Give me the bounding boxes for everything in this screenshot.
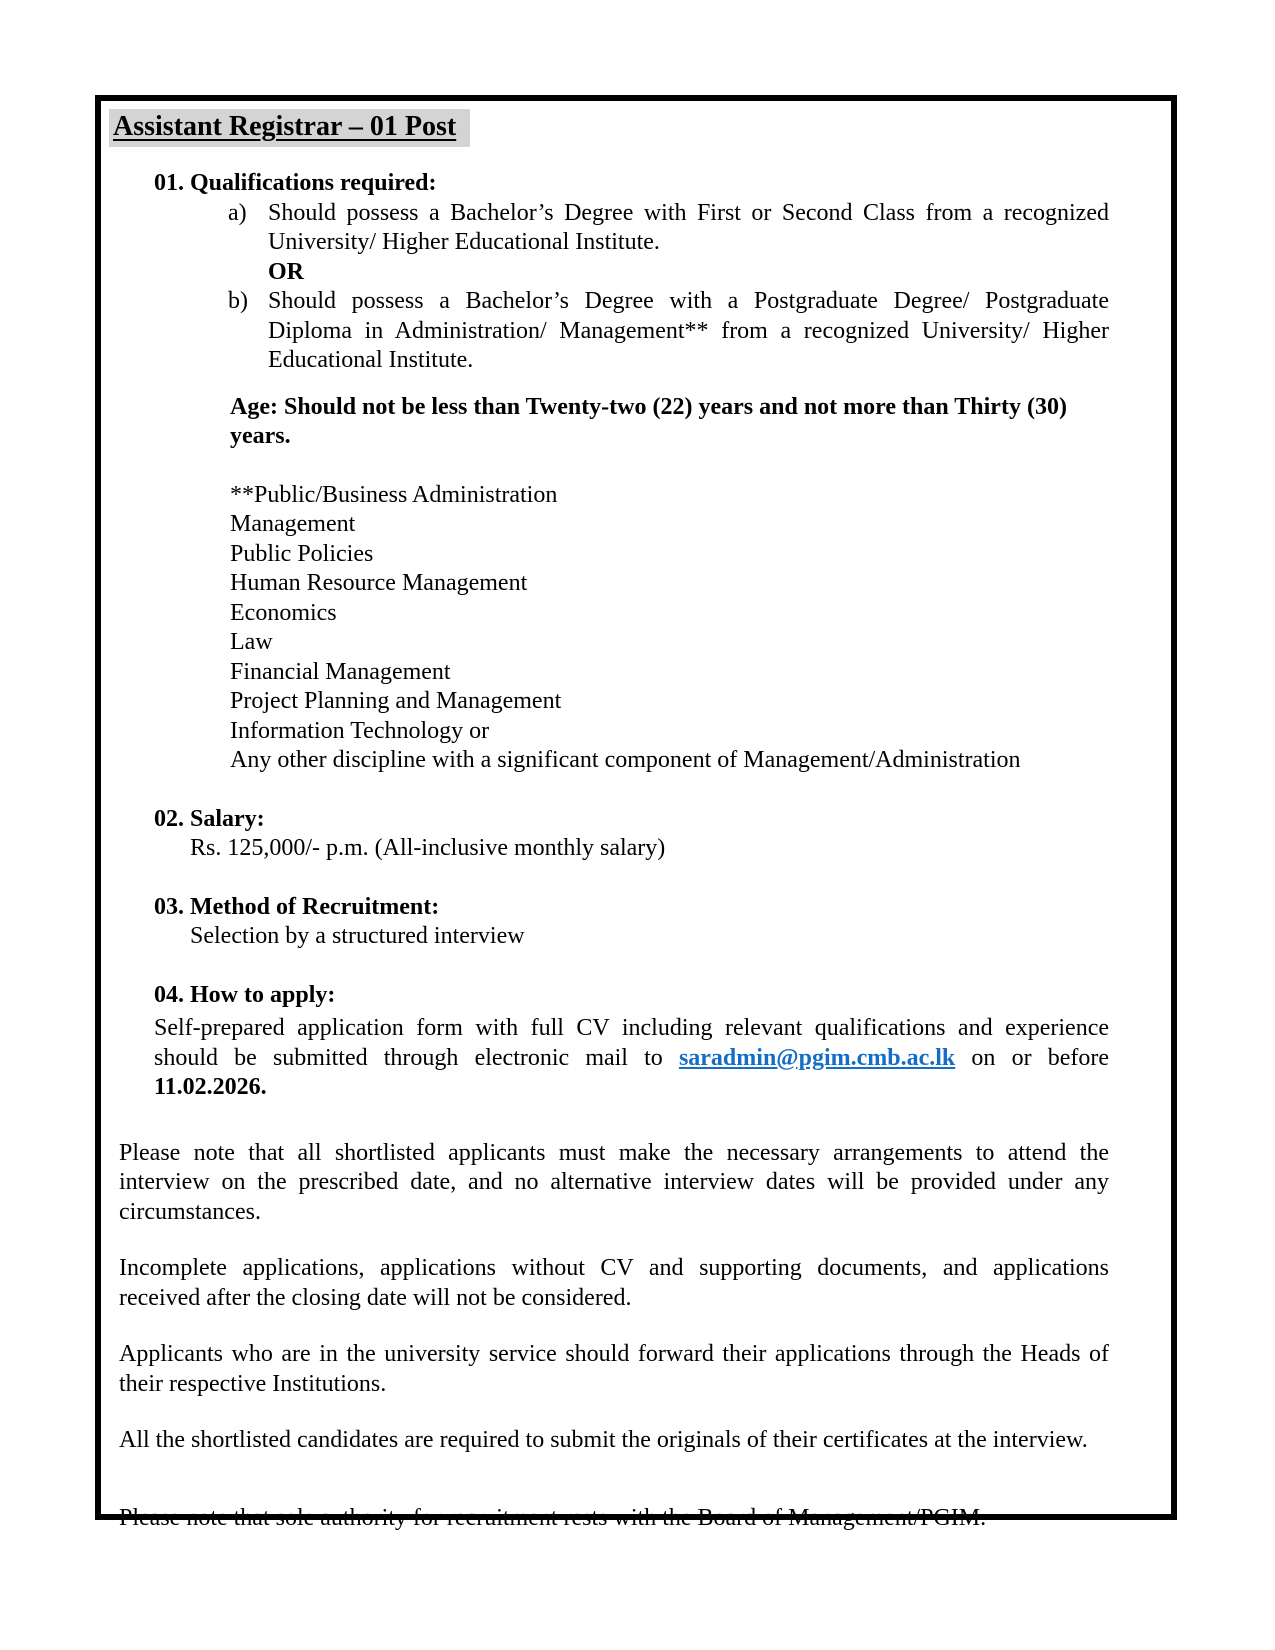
discipline-item: Human Resource Management [230,570,528,596]
apply-number: 04. [154,981,184,1008]
salary-title: Salary: [190,805,265,832]
qualification-item-b [154,287,1109,376]
apply-title: How to apply: [190,981,336,1008]
notes-block [119,1139,1109,1534]
discipline-item: Financial Management [230,658,451,685]
discipline-item: Law [230,629,273,655]
apply-text-after-email: on or before [955,1044,1109,1071]
note-original-certificates: All the shortlisted candidates are required to submit the originals of their certificates at the interview. [119,1427,1088,1453]
item-b-label: b) [228,288,248,314]
qualification-item-a [154,199,1109,258]
apply-heading [154,981,1109,1011]
discipline-item: **Public/Business Administration [230,481,558,508]
email-link[interactable]: saradmin@pgim.cmb.ac.lk [678,1044,956,1071]
discipline-item: Economics [230,599,337,626]
apply-text-before-email: Self-prepared application form with full CV including relevant qualifications and experience should be submitted through electronic mail to [154,1015,1109,1071]
or-separator: OR [268,258,304,285]
note-incomplete-applications: Incomplete applications, applications without CV and supporting documents, and applications received after the closing date will not be considered. [119,1255,1109,1311]
age-requirement: Age: Should not be less than Twenty-two (22) years and not more than Thirty (30) years. [230,393,1067,449]
application-deadline: 11.02.2026. [154,1074,267,1100]
method-number: 03. [154,893,184,920]
discipline-list [230,481,1109,776]
item-a-label: a) [228,199,247,226]
method-heading [154,893,1109,923]
item-a-text: Should possess a Bachelor’s Degree with First or Second Class from a recognized University/ Higher Educational Institute. [268,199,1109,255]
document-border-box [95,95,1177,1531]
qualifications-number: 01. [154,170,184,196]
method-title: Method of Recruitment: [190,893,440,920]
section-qualifications [154,169,1109,776]
discipline-item: Any other discipline with a significant component of Management/Administration [230,747,1021,773]
discipline-item: Public Policies [230,540,374,567]
section-how-to-apply [154,981,1109,1103]
section-method-of-recruitment [154,893,1109,952]
section-salary [154,805,1109,864]
qualifications-title: Qualifications required: [190,170,437,196]
item-b-text: Should possess a Bachelor’s Degree with a Postgraduate Degree/ Postgraduate Diploma in Administration/ Management** from a recognized University/ Higher Educational Institute. [268,288,1109,373]
note-recruitment-authority: Please note that sole authority for recruitment rests with the Board of Management/PGIM. [119,1504,987,1531]
apply-instructions [154,1014,1109,1103]
method-value: Selection by a structured interview [190,923,525,949]
salary-heading [154,805,1109,835]
discipline-item: Information Technology or [230,717,490,744]
note-university-service: Applicants who are in the university service should forward their applications through the Heads of their respective Institutions. [119,1341,1109,1397]
qualifications-heading [154,169,1109,199]
discipline-item: Management [230,511,356,537]
page-title: Assistant Registrar – 01 Post [109,109,470,147]
note-interview-attendance: Please note that all shortlisted applicants must make the necessary arrangements to attend the interview on the prescribed date, and no alternative interview dates will be provided under any circumstances. [119,1139,1109,1225]
discipline-item: Project Planning and Management [230,688,562,714]
salary-value: Rs. 125,000/- p.m. (All-inclusive monthly salary) [190,835,666,861]
salary-number: 02. [154,805,184,832]
